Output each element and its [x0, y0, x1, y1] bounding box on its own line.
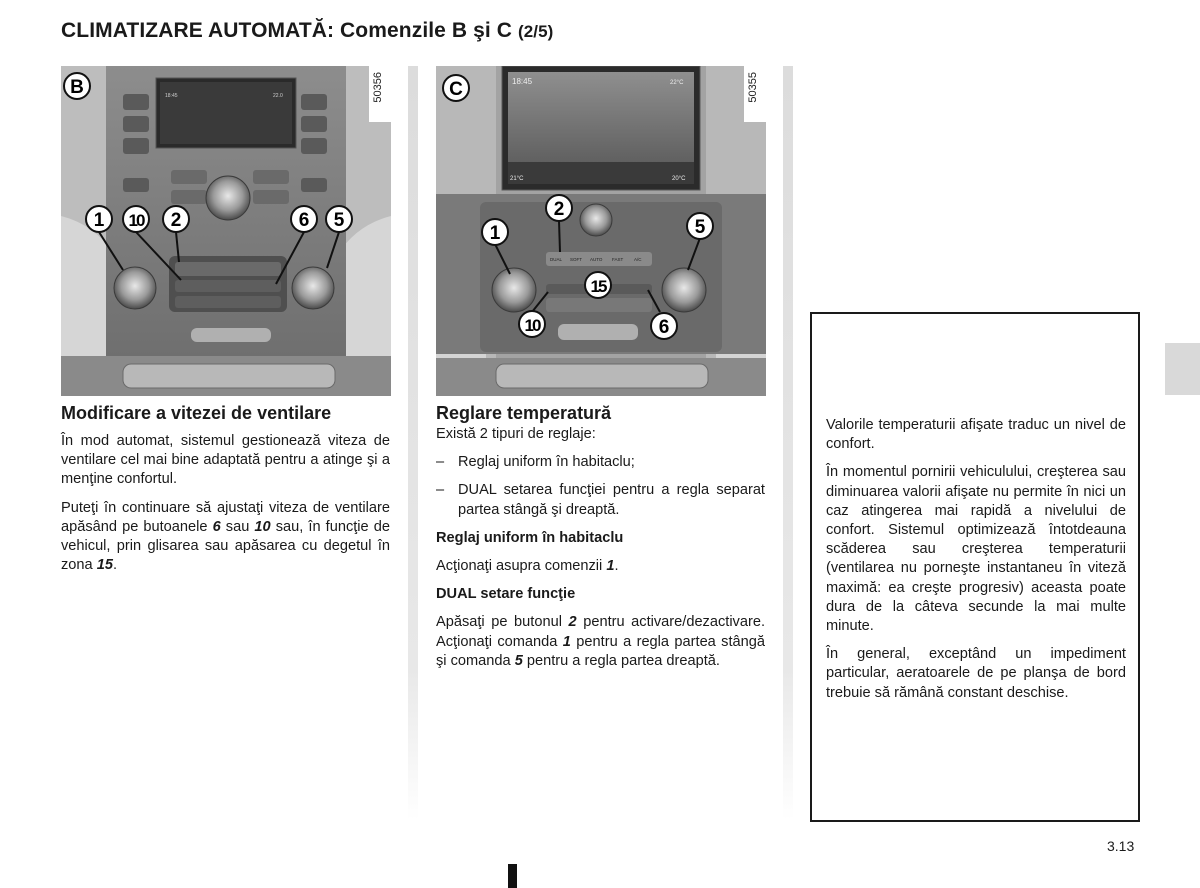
- col2-list-item-2: – DUAL setarea funcţiei pentru a regla separat partea stângă şi dreaptă.: [436, 482, 765, 518]
- col1-paragraph-1: În mod automat, sistemul gestionează viteza de ventilare cel mai bine adaptată pentru a atinge şi a menţine confortul.: [61, 433, 390, 488]
- figure-b-callout-2: 2: [170, 210, 182, 231]
- figure-c-callout-1: 1: [489, 223, 501, 244]
- page-title: [61, 19, 553, 43]
- figure-c-callout-5: 5: [694, 217, 706, 238]
- note-paragraph-2: În momentul pornirii vehiculului, creşterea sau diminuarea valorii afişate nu permite în nici un caz atingerea mai rapidă a nivelului de confort. Sistemul optimizează întotdeauna scăderea sau creşterea temperaturii (ventilarea nu porneşte instantaneu în viteză maximă: ea creşte progresiv) aceasta poate dura de la câteva secunde la mai multe minute.: [826, 464, 1126, 635]
- figure-c-letter-badge: [443, 75, 469, 101]
- figure-c-btn-soft: SOFT: [570, 257, 582, 262]
- col2-paragraph-1: Acţionaţi asupra comenzii 1.: [436, 558, 619, 575]
- figure-c-screen-temp-left: 21°C: [510, 176, 524, 182]
- col2-intro: Există 2 tipuri de reglaje:: [436, 426, 596, 442]
- page-number: 3.13: [1107, 838, 1135, 854]
- figure-c-screen-time: 18:45: [512, 77, 533, 86]
- page-title-text: CLIMATIZARE AUTOMATĂ: Comenzile B şi C: [61, 19, 513, 42]
- col2-subheading-1: Reglaj uniform în habitaclu: [436, 529, 624, 546]
- figure-c-callout-15: 15: [590, 277, 606, 296]
- figure-c-callout-10: 10: [524, 316, 540, 335]
- figure-c-btn-auto: AUTO: [590, 257, 603, 262]
- figure-b-callout-10: 10: [128, 211, 144, 230]
- column-divider-right: [783, 66, 793, 820]
- col2-heading: Reglare temperatură: [436, 403, 612, 423]
- figure-b-photo: [61, 66, 391, 396]
- figure-c-screen-temp-right: 20°C: [672, 176, 686, 182]
- figure-b-callout-6: 6: [298, 210, 310, 231]
- col2-subheading-2: DUAL setare funcţie: [436, 586, 576, 603]
- figure-c-callout-6: 6: [658, 317, 670, 338]
- binding-mark: [508, 864, 517, 888]
- figure-b-callout-1: 1: [93, 210, 105, 231]
- col1-heading: Modificare a vitezei de ventilare: [61, 403, 332, 423]
- figure-b-screen-time: 18:45: [165, 93, 178, 99]
- column-divider-left: [408, 66, 418, 820]
- figure-b-illustration: [61, 66, 391, 396]
- side-tab-marker: [1165, 343, 1200, 395]
- page-fraction: (2/5): [517, 22, 554, 41]
- figure-c-callout-2: 2: [553, 199, 565, 220]
- note-paragraph-3: În general, exceptând un impediment particular, aeratoarele de pe planşa de bord trebuie să rămână constant deschise.: [826, 646, 1126, 701]
- figure-b-ref-code: 50356: [372, 72, 384, 103]
- col2-paragraph-2: Apăsaţi pe butonul 2 pentru activare/dezactivare. Acţionaţi comanda 1 pentru a regla partea stângă şi comanda 5 pentru a regla partea dreaptă.: [436, 614, 766, 669]
- col1-paragraph-2: Puteţi în continuare să ajustaţi viteza de ventilare apăsând pe butoanele 6 sau 10 sau, în funcţie de vehicul, prin glisarea sau apăsarea cu degetul în zona 15.: [61, 499, 390, 574]
- figure-b-letter: B: [70, 77, 84, 98]
- col2-body: [436, 425, 765, 680]
- col2-list-item-1: – Reglaj uniform în habitaclu;: [436, 454, 635, 471]
- figure-c-letter: C: [449, 79, 463, 100]
- figure-b-screen-temp: 22.0: [273, 93, 283, 99]
- figure-c-btn-fast: FAST: [612, 257, 624, 262]
- figure-c-btn-dual: DUAL: [550, 257, 563, 262]
- figure-c-screen-temp-top: 22°C: [670, 80, 684, 86]
- figure-c-ref-code: 50355: [747, 72, 759, 103]
- col1-body: [61, 432, 390, 584]
- figure-c-btn-ac: A/C: [634, 257, 642, 262]
- note-body: [826, 416, 1126, 712]
- figure-c-illustration: [436, 66, 766, 396]
- note-paragraph-1: Valorile temperaturii afişate traduc un nivel de confort.: [826, 417, 1126, 453]
- figure-b-letter-badge: [64, 73, 90, 99]
- figure-c-photo: [436, 66, 766, 396]
- note-box: [810, 312, 1140, 822]
- figure-b-callout-5: 5: [333, 210, 345, 231]
